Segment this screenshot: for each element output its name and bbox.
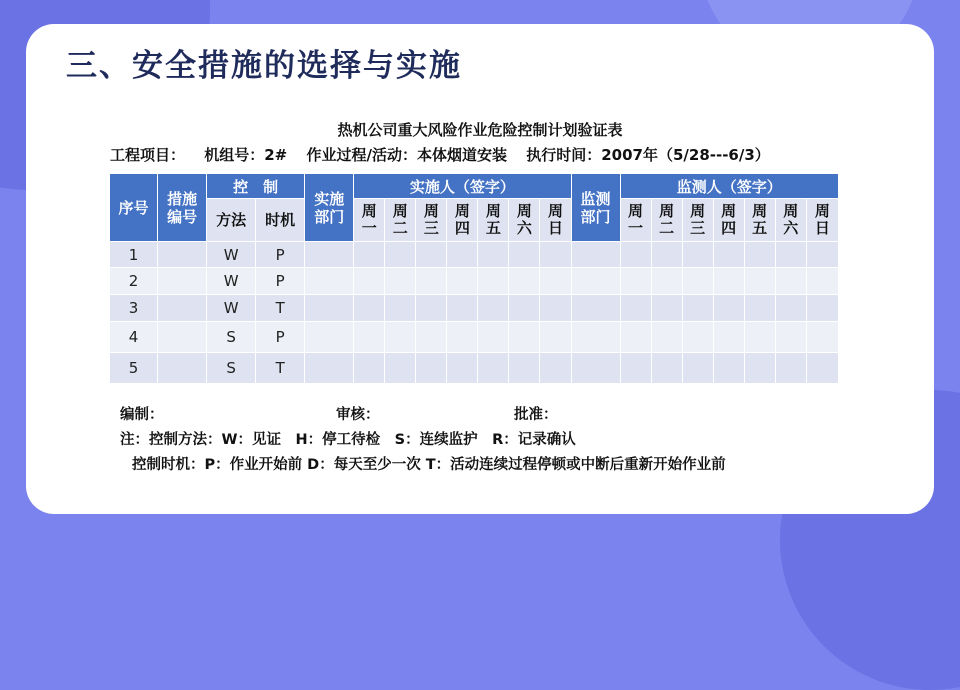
cell-empty (571, 268, 620, 295)
cell-empty (305, 353, 354, 384)
cell-empty (682, 353, 713, 384)
cell-empty (651, 322, 682, 353)
cell-empty (571, 295, 620, 322)
cell-method: W (207, 242, 256, 268)
cell-empty (385, 353, 416, 384)
cell-empty (478, 322, 509, 353)
slide-title: 三、安全措施的选择与实施 (66, 48, 462, 84)
cell-empty (682, 268, 713, 295)
cell-empty (540, 268, 571, 295)
cell-empty (416, 268, 447, 295)
cell-timing: P (256, 268, 305, 295)
header-monitor: 监测人（签字） (620, 174, 838, 199)
cell-empty (416, 322, 447, 353)
cell-empty (806, 242, 838, 268)
cell-empty (305, 295, 354, 322)
cell-timing: T (256, 353, 305, 384)
cell-empty (509, 322, 540, 353)
cell-empty (478, 268, 509, 295)
slide-card (26, 24, 934, 514)
cell-empty (540, 353, 571, 384)
info-project: 工程项目： (110, 146, 186, 164)
cell-empty (385, 295, 416, 322)
cell-empty (354, 353, 385, 384)
cell-empty (620, 242, 651, 268)
header-seq: 序号 (110, 174, 158, 242)
cell-timing: P (256, 322, 305, 353)
cell-empty (305, 322, 354, 353)
header-monitor-dept: 监测 部门 (571, 174, 620, 242)
cell-timing: T (256, 295, 305, 322)
cell-empty (713, 322, 744, 353)
cell-empty (158, 268, 207, 295)
cell-empty (571, 353, 620, 384)
header-impl-day: 周 一 (354, 199, 385, 242)
cell-empty (540, 322, 571, 353)
cell-empty (775, 322, 806, 353)
cell-empty (682, 322, 713, 353)
cell-empty (416, 353, 447, 384)
cell-empty (806, 268, 838, 295)
header-impl-day: 周 日 (540, 199, 571, 242)
cell-empty (509, 268, 540, 295)
control-plan-table (109, 173, 839, 384)
cell-empty (354, 242, 385, 268)
cell-seq: 4 (110, 322, 158, 353)
cell-empty (447, 295, 478, 322)
cell-empty (385, 268, 416, 295)
cell-empty (713, 353, 744, 384)
cell-empty (447, 353, 478, 384)
reviewed-by-label: 审核： (336, 407, 380, 423)
cell-empty (713, 295, 744, 322)
cell-empty (682, 242, 713, 268)
cell-empty (158, 322, 207, 353)
table-row (110, 268, 839, 295)
cell-empty (354, 268, 385, 295)
table-row (110, 295, 839, 322)
cell-method: W (207, 295, 256, 322)
header-impl-day: 周 五 (478, 199, 509, 242)
cell-empty (509, 353, 540, 384)
cell-empty (806, 295, 838, 322)
cell-empty (744, 242, 775, 268)
table-row (110, 242, 839, 268)
header-monitor-day: 周 二 (651, 199, 682, 242)
cell-empty (651, 242, 682, 268)
cell-empty (651, 295, 682, 322)
cell-empty (713, 242, 744, 268)
compiled-by-label: 编制： (120, 407, 164, 423)
cell-empty (416, 242, 447, 268)
header-implementer: 实施人（签字） (354, 174, 571, 199)
table-title: 热机公司重大风险作业危险控制计划验证表 (337, 121, 623, 139)
cell-empty (158, 242, 207, 268)
cell-method: S (207, 322, 256, 353)
header-impl-day: 周 六 (509, 199, 540, 242)
cell-empty (305, 242, 354, 268)
cell-empty (775, 353, 806, 384)
info-unit: 机组号：2# (204, 146, 288, 164)
cell-empty (416, 295, 447, 322)
header-control: 控 制 (207, 174, 305, 199)
info-period: 执行时间：2007年（5/28---6/3） (526, 146, 770, 164)
cell-seq: 3 (110, 295, 158, 322)
cell-method: W (207, 268, 256, 295)
cell-empty (540, 242, 571, 268)
info-process: 作业过程/活动：本体烟道安装 (306, 146, 507, 164)
table-row (110, 322, 839, 353)
cell-empty (158, 295, 207, 322)
control-method-note: 注：控制方法：W：见证 H：停工待检 S：连续监护 R：记录确认 (120, 432, 576, 448)
control-timing-note: 控制时机：P：作业开始前 D：每天至少一次 T：活动连续过程停顿或中断后重新开始作业前 (132, 457, 726, 473)
cell-empty (447, 268, 478, 295)
cell-empty (354, 322, 385, 353)
header-method: 方法 (207, 199, 256, 242)
cell-empty (651, 353, 682, 384)
cell-empty (447, 242, 478, 268)
header-impl-day: 周 二 (385, 199, 416, 242)
cell-seq: 2 (110, 268, 158, 295)
cell-empty (744, 353, 775, 384)
cell-empty (806, 353, 838, 384)
header-monitor-day: 周 日 (806, 199, 838, 242)
cell-empty (509, 242, 540, 268)
header-timing: 时机 (256, 199, 305, 242)
cell-empty (540, 295, 571, 322)
cell-empty (478, 295, 509, 322)
cell-empty (571, 322, 620, 353)
header-impl-dept: 实施 部门 (305, 174, 354, 242)
cell-method: S (207, 353, 256, 384)
header-monitor-day: 周 四 (713, 199, 744, 242)
header-impl-day: 周 四 (447, 199, 478, 242)
cell-empty (478, 353, 509, 384)
cell-seq: 1 (110, 242, 158, 268)
project-info (110, 144, 784, 165)
cell-empty (744, 268, 775, 295)
table-body (110, 242, 839, 384)
header-monitor-day: 周 五 (744, 199, 775, 242)
table-row (110, 353, 839, 384)
cell-empty (682, 295, 713, 322)
cell-empty (354, 295, 385, 322)
header-measure-no: 措施 编号 (158, 174, 207, 242)
cell-empty (620, 322, 651, 353)
cell-empty (620, 295, 651, 322)
cell-empty (744, 295, 775, 322)
cell-empty (744, 322, 775, 353)
cell-empty (620, 353, 651, 384)
cell-empty (158, 353, 207, 384)
cell-empty (478, 242, 509, 268)
header-impl-day: 周 三 (416, 199, 447, 242)
cell-empty (775, 295, 806, 322)
header-monitor-day: 周 六 (775, 199, 806, 242)
cell-empty (509, 295, 540, 322)
cell-empty (620, 268, 651, 295)
cell-empty (775, 242, 806, 268)
cell-empty (385, 322, 416, 353)
cell-empty (447, 322, 478, 353)
cell-empty (385, 242, 416, 268)
header-monitor-day: 周 三 (682, 199, 713, 242)
cell-empty (713, 268, 744, 295)
cell-empty (651, 268, 682, 295)
cell-seq: 5 (110, 353, 158, 384)
cell-timing: P (256, 242, 305, 268)
approved-by-label: 批准： (514, 407, 558, 423)
cell-empty (806, 322, 838, 353)
cell-empty (571, 242, 620, 268)
cell-empty (305, 268, 354, 295)
header-monitor-day: 周 一 (620, 199, 651, 242)
cell-empty (775, 268, 806, 295)
